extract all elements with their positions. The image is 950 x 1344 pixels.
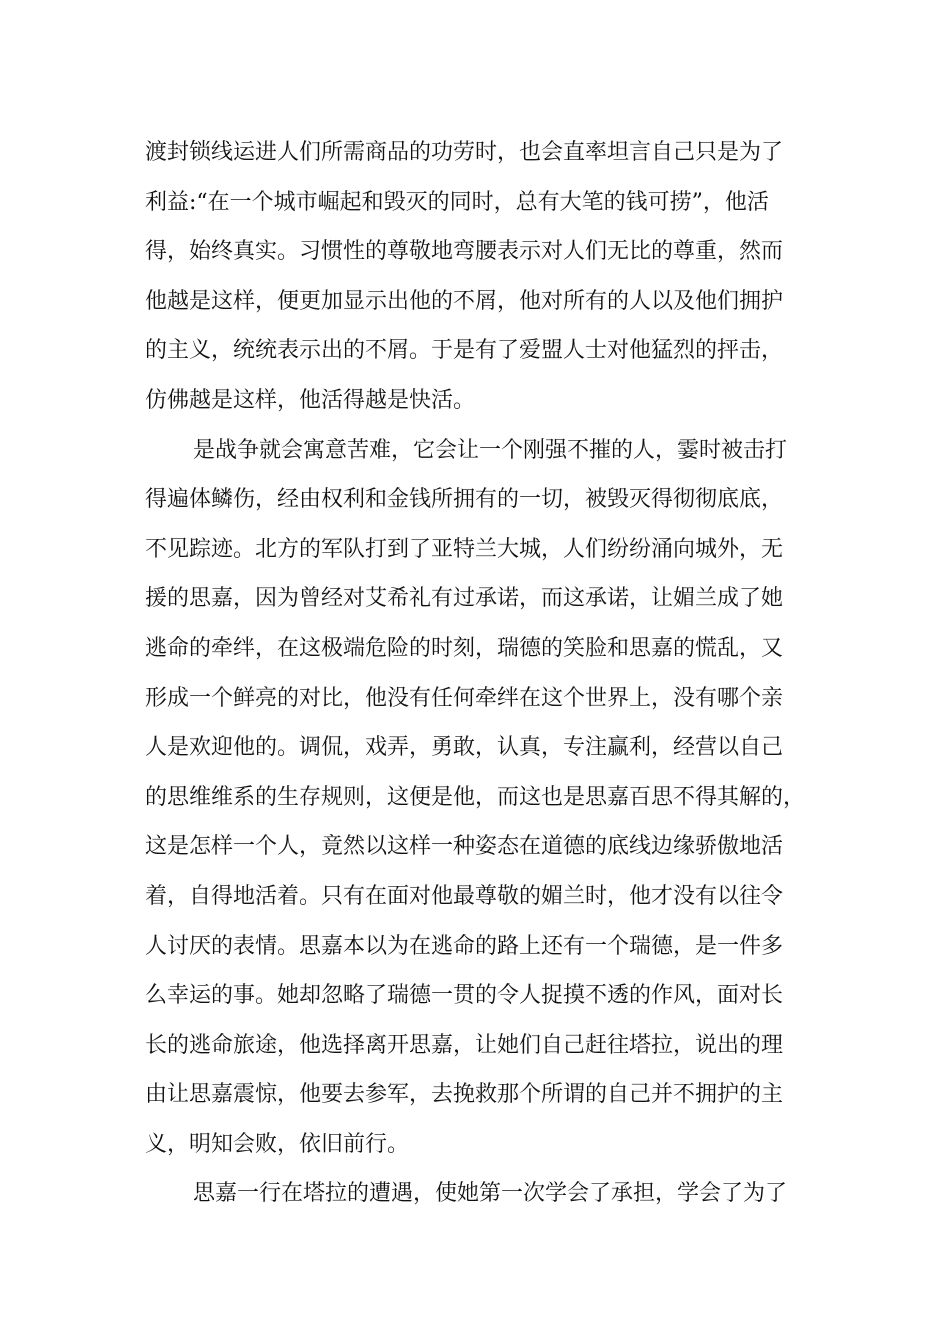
body-text [145,128,815,1219]
text-line: 着，自得地活着。只有在面对他最尊敬的媚兰时，他才没有以往令 [145,883,784,909]
text-line: 长的逃命旅途，他选择离开思嘉，让她们自己赶往塔拉，说出的理 [145,1032,784,1058]
text-line: 逃命的牵绊，在这极端危险的时刻，瑞德的笑脸和思嘉的慌乱，又 [145,635,784,661]
text-line: 利益:“在一个城市崛起和毁灭的同时，总有大笔的钱可捞”，他活 [145,189,769,215]
text-line: 的思维维系的生存规则，这便是他，而这也是思嘉百思不得其解的， [145,784,806,810]
text-line: 他越是这样，便更加显示出他的不屑，他对所有的人以及他们拥护 [145,288,784,314]
text-line: 不见踪迹。北方的军队打到了亚特兰大城，人们纷纷涌向城外，无 [145,536,784,562]
text-line: 形成一个鲜亮的对比，他没有任何牵绊在这个世界上，没有哪个亲 [145,685,784,711]
text-line: 得遍体鳞伤，经由权利和金钱所拥有的一切，被毁灭得彻彻底底， [145,487,784,513]
text-line: 援的思嘉，因为曾经对艾希礼有过承诺，而这承诺，让媚兰成了她 [145,586,784,612]
paragraph-first-line: 思嘉一行在塔拉的遭遇，使她第一次学会了承担，学会了为了 [193,1181,788,1207]
text-line: 义，明知会败，依旧前行。 [145,1131,410,1157]
text-line: 由让思嘉震惊，他要去参军，去挽救那个所谓的自己并不拥护的主 [145,1082,784,1108]
text-line: 的主义，统统表示出的不屑。于是有了爱盟人士对他猛烈的抨击， [145,338,784,364]
text-line: 么幸运的事。她却忽略了瑞德一贯的令人捉摸不透的作风，面对长 [145,983,784,1009]
text-line: 这是怎样一个人，竟然以这样一种姿态在道德的底线边缘骄傲地活 [145,834,784,860]
text-line: 人是欢迎他的。调侃，戏弄，勇敢，认真，专注赢利，经营以自己 [145,735,784,761]
text-line: 渡封锁线运进人们所需商品的功劳时，也会直率坦言自己只是为了 [145,140,784,165]
text-line: 人讨厌的表情。思嘉本以为在逃命的路上还有一个瑞德，是一件多 [145,933,784,959]
text-line: 得，始终真实。习惯性的尊敬地弯腰表示对人们无比的尊重，然而 [145,239,784,265]
paragraph-first-line: 是战争就会寓意苦难，它会让一个刚强不摧的人，霎时被击打 [193,437,788,463]
text-line: 仿佛越是这样，他活得越是快活。 [145,387,476,413]
